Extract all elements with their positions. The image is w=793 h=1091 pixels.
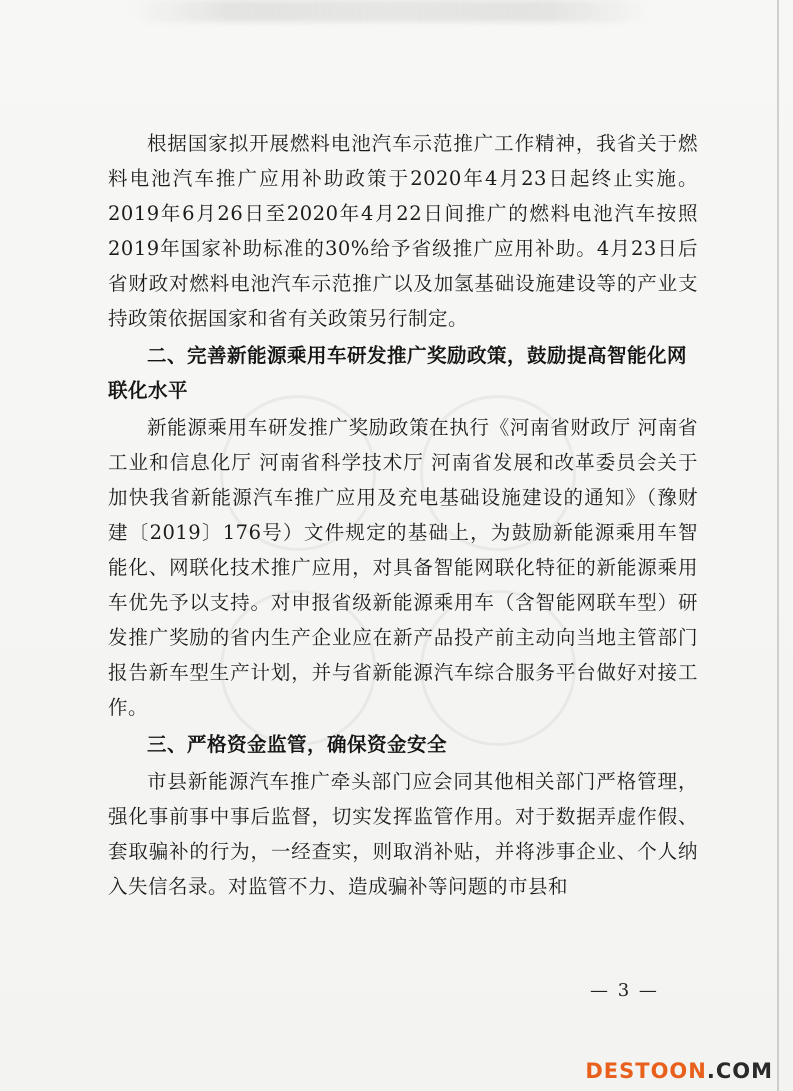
page-edge-line: [777, 0, 779, 1091]
page-number: — 3 —: [590, 980, 659, 1001]
paragraph-fuel-cell-subsidy: 根据国家拟开展燃料电池汽车示范推广工作精神，我省关于燃料电池汽车推广应用补助政策于2020年4月23日起终止实施。2019年6月26日至2020年4月22日间推广的燃料电池汽车按照2019年国家补助标准的30%给予省级推广应用补助。4月23日后省财政对燃料电池汽车示范推广以及加氢基础设施建设等的产业支持政策依据国家和省有关政策另行制定。: [108, 132, 698, 330]
watermark-brand: DESTOON: [585, 1059, 707, 1083]
scan-smudge: [130, 0, 650, 22]
paragraph-fund-supervision: 市县新能源汽车推广牵头部门应会同其他相关部门严格管理，强化事前事中事后监督，切实发挥监管作用。对于数据弄虚作假、套取骗补的行为，一经查实，则取消补贴，并将涉事企业、个人纳入失信名录。对监管不力、造成骗补等问题的市县和: [108, 770, 698, 898]
document-body: [108, 120, 698, 904]
site-watermark: [585, 1059, 773, 1083]
paragraph-passenger-vehicle-rewards: 新能源乘用车研发推广奖励政策在执行《河南省财政厅 河南省工业和信息化厅 河南省科学技术厅 河南省发展和改革委员会关于加快我省新能源汽车推广应用及充电基础设施建设的通知》（豫财建〔2019〕176号）文件规定的基础上，为鼓励新能源乘用车智能化、网联化技术推广应用，对具备智能网联化特征的新能源乘用车优先予以支持。对申报省级新能源乘用车（含智能网联车型）研发推广奖励的省内生产企业应在新产品投产前主动向当地主管部门报告新车型生产计划，并与省新能源汽车综合服务平台做好对接工作。: [108, 416, 698, 719]
watermark-domain: .COM: [706, 1059, 773, 1083]
section-heading-2: 二、完善新能源乘用车研发推广奖励政策，鼓励提高智能化网联化水平: [108, 344, 688, 402]
section-heading-3: 三、严格资金监管，确保资金安全: [147, 733, 448, 756]
